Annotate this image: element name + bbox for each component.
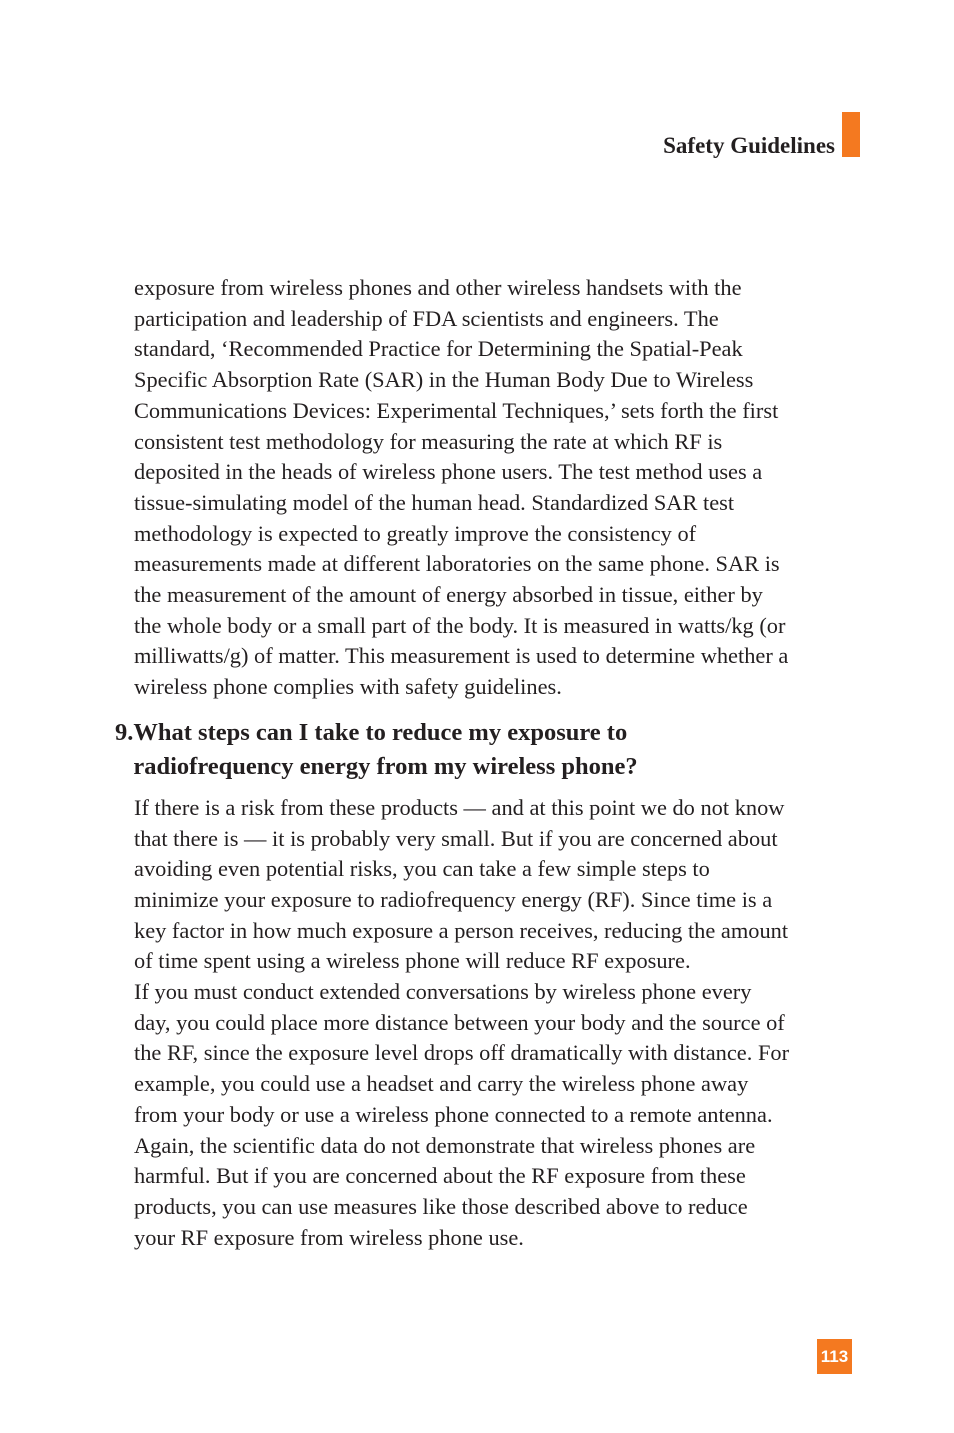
section-accent-bar [842, 112, 860, 157]
question-text: What steps can I take to reduce my exposure to radiofrequency energy from my wireless phone? [133, 718, 638, 780]
page-content [115, 273, 864, 1253]
question-heading [115, 716, 864, 784]
paragraph-distance: If you must conduct extended conversations by wireless phone every day, you could place more distance between your body and the source of the RF, since the exposure level drops off dramatically with distance. For example, you could use a headset and carry the wireless phone away from your body or use a wireless phone connected to a remote antenna. Again, the scientific data do not demonstrate that wireless phones are harmful. But if you are concerned about the RF exposure from these products, you can use measures like those described above to reduce your RF exposure from wireless phone use. [134, 979, 790, 1250]
paragraph-sar-standard: exposure from wireless phones and other wireless handsets with the participation and leadership of FDA scientists and engineers. The standard, ‘Recommended Practice for Determining the Spatial-Peak Specific Absorption Rate (SAR) in the Human Body Due to Wireless Communications Devices: Experimental Techniques,’ sets forth the first consistent test methodology for measuring the rate at which RF is deposited in the heads of wireless phone users. The test method uses a tissue-simulating model of the human head. Standardized SAR test methodology is expected to greatly improve the consistency of measurements made at different laboratories on the same phone. SAR is the measurement of the amount of energy absorbed in tissue, either by the whole body or a small part of the body. It is measured in watts/kg (or milliwatts/g) of matter. This measurement is used to determine whether a wireless phone complies with safety guidelines. [134, 275, 789, 700]
page-header [663, 112, 860, 157]
page-number-badge: 113 [817, 1339, 852, 1374]
paragraph-risk: If there is a risk from these products — and at this point we do not know that there is — it is probably very small. But if you are concerned about avoiding even potential risks, you can take a few simple steps to minimize your exposure to radiofrequency energy (RF). Since time is a key factor in how much exposure a person receives, reducing the amount of time spent using a wireless phone will reduce RF exposure. [134, 794, 789, 974]
section-title: Safety Guidelines [663, 133, 835, 158]
question-number: 9. [115, 718, 134, 746]
